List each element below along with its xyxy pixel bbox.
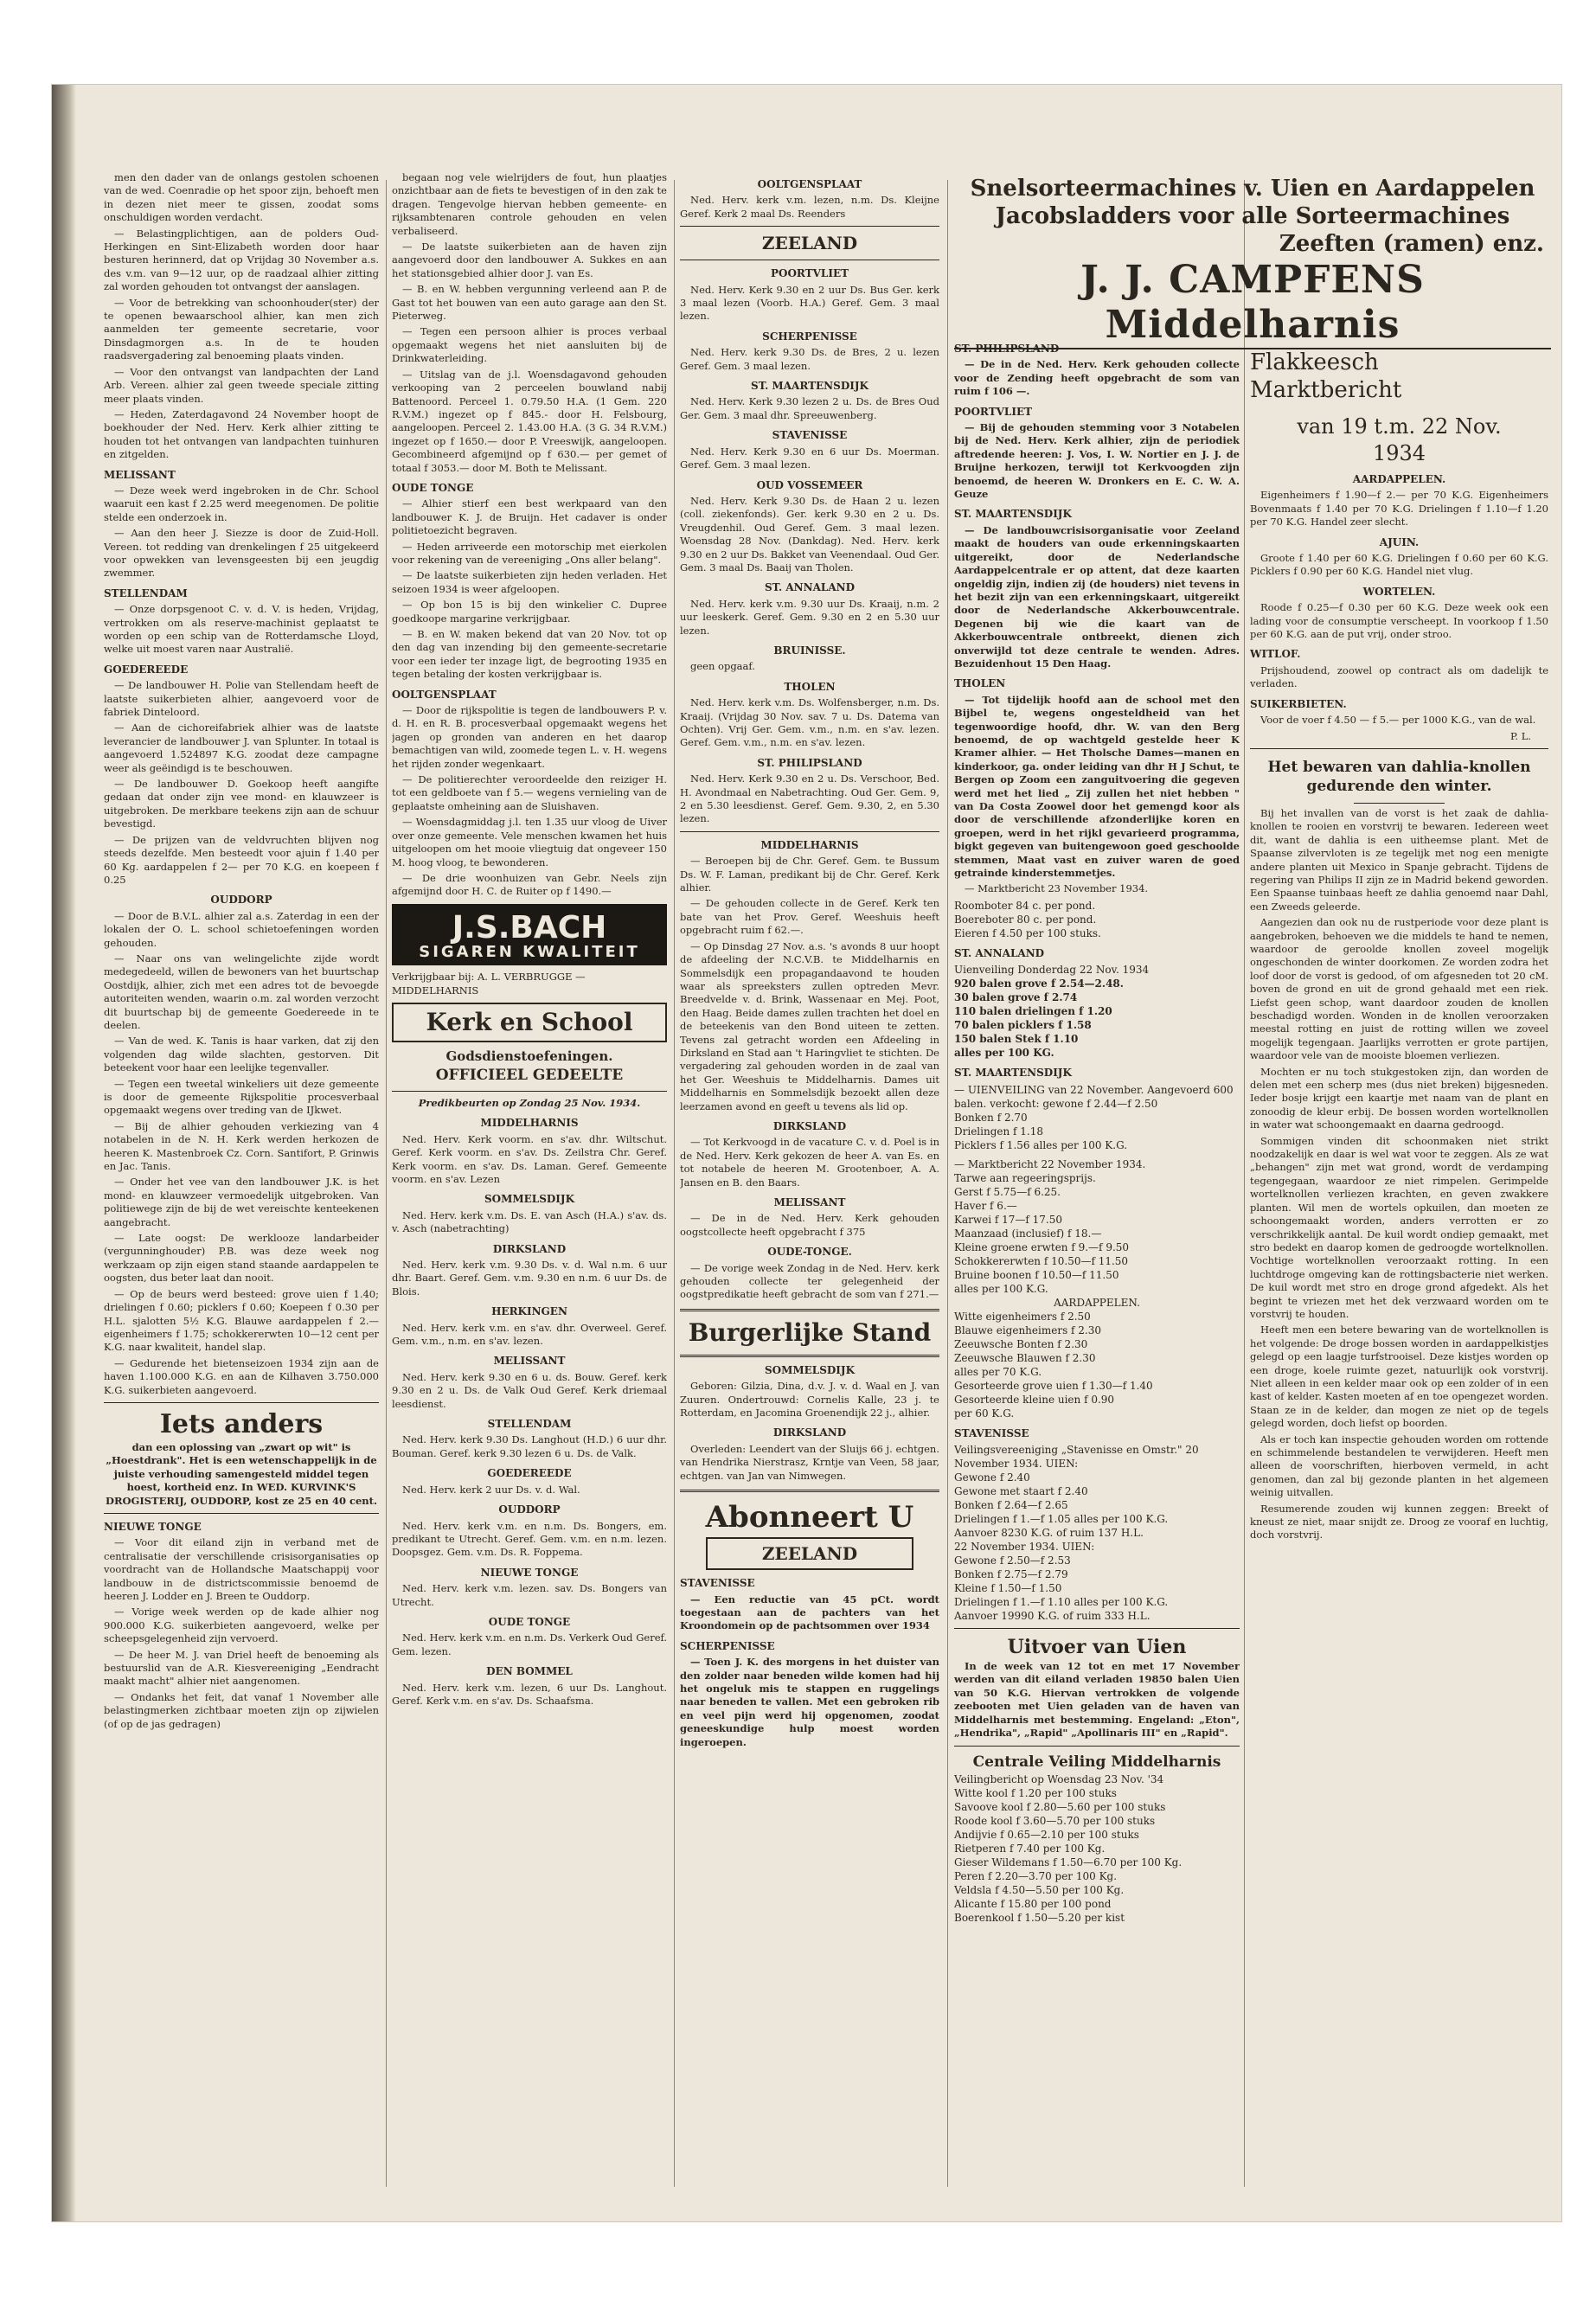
ajuin-text: Groote f 1.40 per 60 K.G. Drielingen f 0.60 per 60 K.G. Picklers f 0.90 per 60 K.G. Handel niet vlug.	[1250, 552, 1548, 578]
divider	[1250, 748, 1548, 749]
section-head-st-maartensdijk: ST. MAARTENSDIJK	[954, 508, 1072, 521]
price-line: Drielingen f 1.—f 1.10 alles per 100 K.G.	[954, 1596, 1169, 1609]
church-place-name: SCHERPENISSE	[762, 330, 857, 343]
article-paragraph: men den dader van de onlangs gestolen schoenen van de wed. Coenradie op het spoor zijn, behoeft men in dezen niet meer te gissen, zoodat soms onschuldigen worden verdacht.	[104, 171, 379, 224]
melissant-articles	[104, 484, 379, 580]
divider	[104, 1402, 379, 1403]
section-head-sommelsdijk: SOMMELSDIJK	[764, 1363, 856, 1376]
section-head-dirksland: DIRKSLAND	[772, 1119, 847, 1132]
st-maartensdijk-article: — De landbouwcrisisorganisatie voor Zeeland maakt de houders van oude erkenningskaarten uitgereikt, door de Nederlandsche Aardappelcentrale er op attent, dat deze kaarten ongeldig zijn, indien zij (de houders) niet tevens in het bezit zijn van een erkenningskaart, uitgereikt door de Nederlandsche Akkerbouwcentrale. Degenen bij wie die kaart van de Akkerbouwcentrale ontbreekt, dienen zich onverwijld tot deze centrale te wenden. Adres. Bezuidenhout 15 Den Haag.	[954, 523, 1240, 670]
church-place-name: OUDE TONGE	[488, 1615, 571, 1628]
article-paragraph: — De landbouwer H. Polie van Stellendam heeft de laatste suikerbieten alhier, aangevoerd voor de fabriek Dinteloord.	[104, 679, 379, 719]
church-place-name: THOLEN	[784, 680, 836, 693]
price-line: Zeeuwsche Blauwen f 2.30	[954, 1351, 1096, 1364]
church-service-text: Ned. Herv. kerk v.m. 9.30 uur Ds. Kraaij, n.m. 2 uur leeskerk. Geref. Gem. 9.30 en 2 en 5.30 uur lezen.	[680, 597, 939, 637]
nieuwe-tonge-articles	[104, 1536, 379, 1731]
section-head-st-maartensdijk-2: ST. MAARTENSDIJK	[954, 1067, 1072, 1080]
church-service-text: Ned. Herv. kerk 9.30 en 6 u. ds. Bouw. Geref. kerk 9.30 en 2 u. Ds. de Valk Oud Geref. Kerk driemaal leesdienst.	[392, 1370, 667, 1410]
price-line: Kleine f 1.50—f 1.50	[954, 1582, 1062, 1595]
price-line: Andijvie f 0.65—2.10 per 100 stuks	[954, 1828, 1139, 1841]
markt-heading-1: Flakkeesch	[1250, 349, 1379, 375]
price-line: Blauwe eigenheimers f 2.30	[954, 1324, 1102, 1336]
tholen-prices	[954, 899, 1240, 940]
price-line: Witte eigenheimers f 2.50	[954, 1310, 1091, 1323]
article-paragraph: — Van de wed. K. Tanis is haar varken, dat zij den volgenden dag wilde slachten, gestorven. Dit beteekent voor haar een leelijke tegenvaller.	[104, 1035, 379, 1074]
aardappelen-text: Eigenheimers f 1.90—f 2.— per 70 K.G. Eigenheimers Bovenmaats f 1.40 per 70 K.G. Drielingen f 1.10—f 1.20 per 70 K.G. Handel zeer slecht.	[1250, 489, 1548, 529]
markt-heading-2: Marktbericht	[1250, 377, 1402, 403]
price-line: Veldsla f 4.50—5.50 per 100 Kg.	[954, 1883, 1125, 1896]
article-paragraph: — Heden arriveerde een motorschip met eierkolen voor rekening van de vereeniging „Ons aller belang".	[392, 540, 667, 566]
article-paragraph: — Onze dorpsgenoot C. v. d. V. is heden, Vrijdag, vertrokken om als reserve-machinist geplaatst te worden op een schip van de Rotterdamsche Lloyd, welke uit moest varen naar Australië.	[104, 603, 379, 656]
article-paragraph: — De laatste suikerbieten zijn heden verladen. Het seizoen 1934 is weer afgeloopen.	[392, 569, 667, 595]
article-paragraph: — Tegen een persoon alhier is proces verbaal opgemaakt wegens het niet aansluiten bij de Drinkwaterleiding.	[392, 325, 667, 365]
article-paragraph: — De gehouden collecte in de Geref. Kerk ten bate van het Prov. Geref. Weeshuis heeft opgebracht ruim f 62.—.	[680, 897, 939, 937]
price-line: Boerenkool f 1.50—5.20 per kist	[954, 1911, 1125, 1924]
price-line: Gesorteerde grove uien f 1.30—f 1.40	[954, 1379, 1153, 1392]
section-head-stellendam: STELLENDAM	[104, 586, 188, 599]
tholen-article: — Tot tijdelijk hoofd aan de school met den Bijbel te, wegens ongesteldheid van het tegenwoordige hoofd, dhr. W. van den Berg benoemd, de op wachtgeld gestelde heer K Kramer alhier. — Het Tholsche Dames—manen en kinderkoor, ga. onder leiding van dhr H J Schut, te Bergen op Zoom een zanguitvoering die gegeven werd met het lied „ Zij zullen het niet hebben " van Da Costa Zoowel door het gemengd koor als door de verschillende afzonderlijke koren en groepen, werd in het rijkl gevarieerd programma, bigkt gegeven van buitengewoon goed geschoolde stemmen, Maat vast en zuiver waren de goed getrainde kinderstemmetjes.	[954, 693, 1240, 880]
church-place-name: POORTVLIET	[770, 267, 849, 280]
column-5	[1250, 349, 1548, 2208]
market-prices-2	[954, 1185, 1240, 1296]
article-paragraph: — De landbouwer D. Goekoop heeft aangifte gedaan dat onder zijn vee mond- en klauwzeer is uitgebroken. De merkbare teekens zijn aan de schuur bevestigd.	[104, 778, 379, 830]
church-place-name: HERKINGEN	[491, 1305, 567, 1318]
centrale-veiling-prices	[954, 1786, 1240, 1925]
market-sub-2: Tarwe aan regeeringsprijs.	[954, 1171, 1096, 1184]
ad-line-1: Snelsorteermachines v. Uien en Aardappelen	[970, 176, 1535, 202]
section-head-witlof: WITLOF.	[1250, 648, 1301, 661]
st-annaland-prices	[954, 977, 1240, 1060]
section-head-goedereede: GOEDEREEDE	[104, 663, 189, 676]
section-head-ouddorp: OUDDORP	[210, 894, 272, 907]
column-3	[680, 171, 939, 2213]
church-place-name: DEN BOMMEL	[486, 1665, 573, 1678]
dahlia-heading: Het bewaren van dahlia-knollen gedurende den winter.	[1267, 758, 1531, 795]
church-service-text: Ned. Herv. kerk v.m. en s'av. dhr. Overweel. Geref. Gem. v.m., n.m. en s'av. lezen.	[392, 1321, 667, 1348]
article-paragraph: — Onder het vee van den landbouwer J.K. is het mond- en klauwzeer vermoedelijk uitgebroken. Van politiewege zijn de bij de wet vereischte kenteekenen aangebracht.	[104, 1176, 379, 1228]
article-paragraph: — Alhier stierf een best werkpaard van den landbouwer K. J. de Bruijn. Het cadaver is onder politietoezicht begraven.	[392, 497, 667, 537]
price-line: Roode kool f 3.60—5.70 per 100 stuks	[954, 1814, 1156, 1827]
section-head-nieuwe-tonge: NIEUWE TONGE	[104, 1520, 202, 1533]
price-line: Karwei f 17—f 17.50	[954, 1213, 1063, 1226]
section-head-melissant: MELISSANT	[773, 1196, 846, 1208]
price-line: 110 balen drielingen f 1.20	[954, 1005, 1112, 1018]
scherpenisse-article: — Toen J. K. des morgens in het duister van den zolder naar beneden wilde komen had hij het ongeluk mis te stappen en ruggelings naar beneden te vallen. Met een gebroken rib en veel pijn werd hij opgenomen, zoodat geneeskundige hulp moest worden ingeroepen.	[680, 1656, 939, 1748]
article-paragraph: — De vorige week Zondag in de Ned. Herv. kerk gehouden collecte ter gelegenheid der oogstpredikatie heeft gebracht de som van f 271.—	[680, 1261, 939, 1301]
section-head-stavenisse: STAVENISSE	[954, 1426, 1029, 1439]
bach-seller: Verkrijgbaar bij: A. L. VERBRUGGE — MIDDELHARNIS	[392, 971, 586, 997]
church-place-name: ST. MAARTENSDIJK	[751, 380, 869, 393]
church-place-name: OUDDORP	[498, 1503, 561, 1516]
article-paragraph: — De drie woonhuizen van Gebr. Neels zijn afgemijnd door H. C. de Ruiter op f 1490.—	[392, 871, 667, 898]
divider	[954, 1746, 1240, 1747]
price-line: Gerst f 5.75—f 6.25.	[954, 1185, 1061, 1198]
article-paragraph: — B. en W. maken bekend dat van 20 Nov. tot op den dag van inzending bij den gemeente-secretarie voor een ieder ter inzage ligt, de begrooting 1935 en tegen betaling der kosten verkrijgbaar is.	[392, 628, 667, 681]
price-line: Picklers f 1.56 alles per 100 K.G.	[954, 1138, 1128, 1151]
price-line: Drielingen f 1.18	[954, 1125, 1044, 1138]
church-place-name: NIEUWE TONGE	[480, 1566, 579, 1579]
burgerlijke-stand-heading: Burgerlijke Stand	[688, 1317, 932, 1347]
godsdienst-heading: Godsdienstoefeningen.	[445, 1048, 613, 1064]
ad-line-3: Zeeften (ramen) enz.	[1279, 231, 1544, 257]
price-line: Bonken f 2.75—f 2.79	[954, 1568, 1068, 1581]
article-paragraph: — Tot Kerkvoogd in de vacature C. v. d. Poel is in de Ned. Herv. Kerk gekozen de heer A. van Es. en tot notabele de heeren M. Grootenboer, A. A. Jansen en B. den Baars.	[680, 1136, 939, 1189]
price-line: Zeeuwsche Bonten f 2.30	[954, 1337, 1088, 1350]
article-paragraph: — Door de B.V.L. alhier zal a.s. Zaterdag in een der lokalen der O. L. school schietoefeningen worden gehouden.	[104, 909, 379, 949]
article-paragraph: — Late oogst: De werklooze landarbeider (vergunninghouder) P.B. was deze week nog werkzaam op zijn eigen stand staande aardappelen te oogsten, dus beter laat dan nooit.	[104, 1232, 379, 1285]
column-rule	[947, 180, 948, 2187]
section-head-suikerbieten: SUIKERBIETEN.	[1250, 697, 1347, 710]
ad-firm-name: J. J. CAMPFENS Middelharnis	[1080, 258, 1425, 347]
section-head-poortvliet: POORTVLIET	[954, 405, 1033, 418]
church-service-text: Ned. Herv. Kerk 9.30 en 2 u. Ds. Verschoor, Bed. H. Avondmaal en Nabetrachting. Oud Ger. Gem. 9, 2 en 5.30 leesdienst. Geref. Gem. 9.30, 2, en 5.30 lezen.	[680, 772, 939, 825]
oude-tonge-articles	[680, 1262, 939, 1302]
church-place-name: OOLTGENSPLAAT	[757, 178, 862, 190]
price-line: Bonken f 2.64—f 2.65	[954, 1499, 1068, 1512]
ad-headline: Iets anders	[159, 1408, 324, 1439]
divider	[680, 1309, 939, 1311]
divider	[1354, 803, 1445, 804]
price-line: Drielingen f 1.—f 1.05 alles per 100 K.G.	[954, 1513, 1169, 1526]
market-date-2: — Marktbericht 22 November 1934.	[954, 1157, 1146, 1170]
price-line: Gewone f 2.40	[954, 1471, 1030, 1484]
church-service-text: Ned. Herv. kerk 9.30 Ds. de Bres, 2 u. lezen Geref. Gem. 3 maal lezen.	[680, 346, 939, 372]
goedereede-articles	[104, 679, 379, 887]
price-line: Haver f 6.—	[954, 1199, 1017, 1212]
uitvoer-heading: Uitvoer van Uien	[1007, 1636, 1187, 1659]
column-4	[954, 336, 1240, 2213]
article-paragraph: — Voor de betrekking van schoonhouder(ster) der te openen bewaarschool alhier, kan men zich aanmelden ter gemeente secretarie, voor Dinsdagmorgen a.s. In de te houden raadsvergadering zal benoeming plaats vinden.	[104, 296, 379, 362]
centrale-veiling-heading: Centrale Veiling Middelharnis	[972, 1753, 1221, 1771]
church-service-text: Ned. Herv. kerk v.m. lezen, 6 uur Ds. Langhout. Geref. Kerk v.m. en s'av. Ds. Schaafsma.	[392, 1681, 667, 1707]
church-service-text: Ned. Herv. kerk v.m. Ds. E. van Asch (H.A.) s'av. ds. v. Asch (nabetrachting)	[392, 1208, 667, 1235]
wortelen-text: Roode f 0.25—f 0.30 per 60 K.G. Deze week ook een lading voor de consumptie verscheept. In voorkoop f 1.50 per 60 K.G. aan de put vrij, onder stroo.	[1250, 601, 1548, 641]
section-head-ajuin: AJUIN.	[1379, 535, 1420, 548]
church-service-text: Ned. Herv. Kerk 9.30 en 6 uur Ds. Moerman. Geref. Gem. 3 maal lezen.	[680, 445, 939, 471]
dirksland-articles	[680, 1136, 939, 1189]
article-paragraph: — Uitslag van de j.l. Woensdagavond gehouden verkooping van 2 perceelen bouwland nabij Battenoord. Perceel 1. 0.79.50 H.A. (1 Gem. 220 R.V.M.) ingezet op f 845.- door H. Felsbourg, aangeloopen. Perceel 2. 1.43.00 H.A. (3 G. 34 R.V.M.) ingezet op f 1650.— door P. Vreeswijk, aangeloopen. Gecombineerd afgemijnd op f 630.— per gemet of totaal f 3053.— door M. Both te Melissant.	[392, 368, 667, 474]
church-service-text: Ned. Herv. kerk 9.30 Ds. Langhout (H.D.) 6 uur dhr. Bouman. Geref. kerk 9.30 lezen 6 u. Ds. de Valk.	[392, 1433, 667, 1459]
church-service-text: Ned. Herv. kerk v.m. lezen, n.m. Ds. Kleijne Geref. Kerk 2 maal Ds. Reenders	[680, 194, 939, 220]
article-paragraph: Sommigen vinden dit schoonmaken niet strikt noodzakelijk en daar is wel wat voor te zeggen. Als ze wat „behangen" zijn met wat grond, wordt de verdamping tegengegaan, waardoor ze niet rimpelen. Gerimpelde wortelknollen verliezen krachten, en geven zwakkere planten. Wil men de wortels opkuilen, dan moeten ze schoongemaakt worden, anders verrotten er zo verschrikkelijk aantal. De kuil wordt ondiep gemaakt, met stro bedekt en daarop komen de gedroogde wortelknollen. Vochtige wortelknollen veroorzaakt rotting. In een luchtdroge omgeving kan de rottingsbacterie niet werken. De kuil wordt met stro en droge grond afgedekt. Als het begint te vriezen met het dek verzwaard worden om te vorstvrij te houden.	[1250, 1134, 1548, 1320]
stavenisse-prices	[954, 1471, 1240, 1623]
church-place-name: ST. ANNALAND	[764, 581, 856, 594]
article-paragraph: Resumerende zouden wij kunnen zeggen: Breekt of kneust ze niet, maar snijdt ze. Droog ze vooraf en luchtig, doch vorstvrij.	[1250, 1502, 1548, 1541]
oude-tonge-articles	[392, 497, 667, 681]
article-paragraph: — De in de Ned. Herv. Kerk gehouden oogstcollecte heeft opgebracht f 375	[680, 1212, 939, 1238]
intro-articles	[392, 171, 667, 475]
church-place-name: SOMMELSDIJK	[484, 1193, 575, 1206]
price-line: per 60 K.G.	[954, 1407, 1015, 1420]
article-paragraph: Als er toch kan inspectie gehouden worden om rottende en schimmelende bestandelen te verwijderen. Heeft men alleen de voorschriften, hierboven vermeld, in acht genomen, dan zal bij gezonde planten in het algemeen weinig uitvallen.	[1250, 1433, 1548, 1499]
price-line: Bonken f 2.70	[954, 1111, 1028, 1124]
price-line: alles per 100 KG.	[954, 1047, 1054, 1060]
price-line: 30 balen grove f 2.74	[954, 991, 1078, 1004]
church-place-name: STELLENDAM	[487, 1418, 572, 1431]
melissant-articles	[680, 1212, 939, 1239]
price-line: Schokkererwten f 10.50—f 11.50	[954, 1254, 1129, 1267]
stavenisse-veiling: Veilingsvereeniging „Stavenisse en Omstr." 20 November 1934. UIEN:	[954, 1444, 1199, 1471]
divider	[680, 226, 939, 227]
price-line: Rietperen f 7.40 per 100 Kg.	[954, 1842, 1106, 1855]
church-service-text: geen opgaaf.	[690, 660, 755, 673]
column-1	[104, 171, 379, 2213]
price-line: Peren f 2.20—3.70 per 100 Kg.	[954, 1869, 1118, 1882]
bach-brand: J.S.BACH	[452, 909, 607, 945]
price-line: Gewone f 2.50—f 2.53	[954, 1554, 1071, 1567]
section-head-oude-tonge: OUDE-TONGE.	[767, 1246, 852, 1259]
church-place-name: STAVENISSE	[772, 429, 848, 442]
divider	[954, 1628, 1240, 1629]
dirksland-register: Overleden: Leendert van der Sluijs 66 j. echtgen. van Hendrika Nierstrasz, Krntje van Veen, 58 jaar, echtgen. van Jan van Nimwegen.	[680, 1442, 939, 1482]
bach-tagline: SIGAREN KWALITEIT	[419, 942, 640, 961]
st-annaland-sub: Uienveiling Donderdag 22 Nov. 1934	[954, 964, 1150, 977]
price-line: 22 November 1934. UIEN:	[954, 1541, 1095, 1554]
newspaper-page	[52, 85, 1561, 2221]
ad-body: dan een oplossing van „zwart op wit" is „Hoestdrank". Het is een wetenschappelijk in de juiste verhouding samengesteld middel tegen hoest, kortheid enz. In WED. KURVINK'S DROGISTERIJ, OUDDORP, kost ze 25 en 40 cent.	[105, 1440, 377, 1507]
divider	[680, 831, 939, 832]
ooltgensplaat-articles	[392, 704, 667, 899]
kerk-en-school-masthead	[392, 1003, 667, 1042]
kerk-en-school-title: Kerk en School	[426, 1007, 633, 1036]
church-place-name: MELISSANT	[493, 1355, 566, 1368]
abonneert-heading: Abonneert U	[705, 1500, 914, 1535]
price-line: 70 balen picklers f 1.58	[954, 1019, 1092, 1032]
column-rule	[1244, 180, 1245, 2187]
article-paragraph: begaan nog vele wielrijders de fout, hun plaatjes onzichtbaar aan de fiets te bevestigen of in den zak te dragen. Tengevolge hiervan hebben gemeente- en rijksambtenaren controle gehouden en velen verbaliseerd.	[392, 171, 667, 237]
church-service-text: Ned. Herv. kerk v.m. en n.m. Ds. Verkerk Oud Geref. Gem. lezen.	[392, 1631, 667, 1657]
price-line: Eieren f 4.50 per 100 stuks.	[954, 926, 1101, 939]
price-line: Savoove kool f 2.80—5.60 per 100 stuks	[954, 1800, 1166, 1813]
article-paragraph: — Aan de cichoreifabriek alhier was de laatste leverancier de landbouwer J. van Splunter. In totaal is aangevoerd 1.524897 K.G. zoodat deze campagne weer als geëindigd is te beschouwen.	[104, 721, 379, 774]
church-service-text: Ned. Herv. Kerk 9.30 Ds. de Haan 2 u. lezen (coll. ziekenfonds). Ger. kerk 9.30 en 2 u. Ds. Vreugdenhil. Oud Geref. Gem. 3 maal lezen. Woensdag 28 Nov. (Dankdag). Ned. Herv. kerk 9.30 en 2 uur Ds. Bakket van Veenendaal. Oud Ger. Gem. 3 maal Ds. Baaij van Tholen.	[680, 494, 939, 574]
church-service-text: Ned. Herv. kerk v.m. lezen. sav. Ds. Bongers van Utrecht.	[392, 1582, 667, 1608]
church-place-name: OUD VOSSEMEER	[756, 478, 863, 491]
bach-cigar-advertisement	[392, 904, 667, 965]
centrale-veiling-sub: Veilingbericht op Woensdag 23 Nov. '34	[954, 1772, 1164, 1785]
church-service-text: Ned. Herv. kerk 2 uur Ds. v. d. Wal.	[402, 1483, 580, 1496]
signature: P. L.	[1509, 729, 1531, 742]
article-paragraph: Heeft men een betere bewaring van de wortelknollen is het volgende: De droge bossen worden in aardappelkistjes gelegd op een laagje turfstrooisel. Deze kistjes worden op een droge, koele ruimte gezet, natuurlijk ook vorstvrij. Niet alleen in een kelder maar ook op een zolder of in een kast of kelder. Kasten moeten af en toe opengezet worden. Staan ze in de kelder, dan mogen ze niet op de tegels gelegd worden, doch liefst op boorden.	[1250, 1324, 1548, 1430]
price-line: Kleine groene erwten f 9.—f 9.50	[954, 1240, 1130, 1253]
suikerbieten-text: Voor de voer f 4.50 — f 5.— per 1000 K.G., van de wal.	[1260, 714, 1536, 727]
church-services-b	[680, 267, 939, 826]
church-place-name: DIRKSLAND	[492, 1242, 567, 1255]
section-head-oude-tonge: OUDE TONGE	[392, 481, 474, 494]
article-paragraph: — De prijzen van de veldvruchten blijven nog steeds dezelfde. Men besteedt voor ajuin f 1.40 per 60 Kg. aardappelen f 2— per 70 K.G. en koepeen f 0.25	[104, 833, 379, 886]
ad-line-2: Jacobsladders voor alle Sorteermachines	[995, 203, 1510, 229]
section-head-st-philipsland: ST. PHILIPSLAND	[954, 343, 1060, 355]
section-head-ooltgensplaat: OOLTGENSPLAAT	[392, 688, 497, 701]
article-paragraph: — Tegen een tweetal winkeliers uit deze gemeente is door de gemeente Rijkspolitie procesverbaal opgemaakt wegens over treding van de IJkwet.	[104, 1077, 379, 1117]
price-line: 920 balen grove f 2.54—2.48.	[954, 977, 1124, 990]
church-service-text: Ned. Herv. kerk v.m. Ds. Wolfensberger, n.m. Ds. Kraaij. (Vrijdag 30 Nov. sav. 7 u. Ds. Datema van Ochten). Vrij Ger. Gem. v.m., n.m. en s'av. lezen. Geref. Gem. v.m., n.m. en s'av. lezen.	[680, 696, 939, 749]
article-paragraph: — Bij de alhier gehouden verkiezing van 4 notabelen in de N. H. Kerk werden herkozen de heeren K. Mastenbroek Cz. Corn. Santifort, P. Grinwis en Jac. Tanis.	[104, 1119, 379, 1173]
price-line: Aanvoer 19990 K.G. of ruim 333 H.L.	[954, 1610, 1151, 1623]
article-paragraph: — Ondanks het feit, dat vanaf 1 November alle belastingmerken zichtbaar moeten zijn op zijwielen (of op de jas gedragen)	[104, 1690, 379, 1730]
zeeland-box	[706, 1537, 913, 1570]
church-services	[392, 1117, 667, 1708]
st-maartensdijk-prices	[954, 1111, 1240, 1152]
article-paragraph: — Voor den ontvangst van landpachten der Land Arb. Vereen. alhier zal geen tweede speciale zitting meer plaats vinden.	[104, 365, 379, 405]
officieel-heading: OFFICIEEL GEDEELTE	[435, 1066, 624, 1084]
markt-year: 1934	[1372, 441, 1426, 465]
article-paragraph: — Op de beurs werd besteed: grove uien f 1.40; drielingen f 0.60; picklers f 0.60; Koepeen f 0.30 per H.L. sjalotten 5½ K.G. Blauwe aardappelen f 2.— eigenheimers f 1.75; schokkererwten 10—12 cent per K.G. naar kwaliteit, handel slap.	[104, 1287, 379, 1354]
price-line: Maanzaad (inclusief) f 18.—	[954, 1227, 1102, 1240]
article-paragraph: — De laatste suikerbieten aan de haven zijn aangevoerd door den landbouwer A. Sukkes en aan het stationsgebied alhier door J. van Es.	[392, 240, 667, 279]
zeeland-box-title: ZEELAND	[761, 1543, 858, 1565]
church-service-text: Ned. Herv. Kerk 9.30 lezen 2 u. Ds. de Bres Oud Ger. Gem. 3 maal dhr. Spreeuwenberg.	[680, 395, 939, 421]
section-head-dirksland: DIRKSLAND	[772, 1426, 847, 1439]
witlof-text: Prijshoudend, zoowel op contract als om dadelijk te verladen.	[1250, 663, 1548, 690]
price-line: Aanvoer 8230 K.G. of ruim 137 H.L.	[954, 1527, 1144, 1540]
church-service-text: Ned. Herv. kerk v.m. 9.30 Ds. v. d. Wal n.m. 6 uur dhr. Baart. Geref. Gem. v.m. 9.30 en n.m. 6 uur Ds. de Blois.	[392, 1259, 667, 1298]
aardappelen-prices	[954, 1310, 1240, 1420]
section-head-wortelen: WORTELEN.	[1362, 585, 1436, 598]
section-head-scherpenisse: SCHERPENISSE	[680, 1639, 775, 1652]
article-paragraph: — Naar ons van welingelichte zijde wordt medegedeeld, willen de bewoners van het buurtschap Oostdijk, alhier, zich met een adres tot de bevoegde autoriteiten wenden, waarin o.m. zal worden verzocht dit buurtschap bij de gemeente Goedereede in te deelen.	[104, 952, 379, 1031]
ouddorp-articles	[104, 910, 379, 1397]
sommelsdijk-register: Geboren: Gilzia, Dina, d.v. J. v. d. Waal en J. van Zuuren. Ondertrouwd: Cornelis Kalle, 23 j. te Rotterdam, en Jacomina Groenendijk 22 j., alhier.	[680, 1380, 939, 1420]
stavenisse-article: — Een reductie van 45 pCt. wordt toegestaan aan de pachters van het Kroondomein op de pachtsommen over 1934	[680, 1593, 939, 1632]
price-line: 150 balen Stek f 1.10	[954, 1033, 1079, 1046]
section-head-middelharnis: MIDDELHARNIS	[760, 838, 859, 851]
church-place-name: MIDDELHARNIS	[480, 1117, 579, 1130]
article-paragraph: — Heden, Zaterdagavond 24 November hoopt de boekhouder der Ned. Herv. Kerk alhier zitting te houden tot het ontvangen van landpachten tuinhuren en zitgelden.	[104, 407, 379, 461]
divider	[104, 1513, 379, 1514]
church-place-name: BRUINISSE.	[773, 644, 846, 657]
price-line: Boereboter 80 c. per pond.	[954, 913, 1097, 926]
middelharnis-articles	[680, 855, 939, 1113]
aardappelen-heading: AARDAPPELEN.	[1054, 1296, 1140, 1309]
st-philipsland-article: — De in de Ned. Herv. Kerk gehouden collecte voor de Zending heeft opgebracht de som van ruim f 106 —.	[954, 358, 1240, 398]
price-line: Alicante f 15.80 per 100 pond	[954, 1897, 1112, 1910]
church-place-name: ST. PHILIPSLAND	[757, 756, 862, 769]
dahlia-articles	[1250, 807, 1548, 1542]
column-2	[392, 171, 667, 2213]
price-line: Roomboter 84 c. per pond.	[954, 899, 1096, 912]
article-paragraph: — Beroepen bij de Chr. Geref. Gem. te Bussum Ds. W. F. Laman, predikant bij de Chr. Geref. Kerk alhier.	[680, 855, 939, 894]
article-paragraph: — Woensdagmiddag j.l. ten 1.35 uur vloog de Uiver over onze gemeente. Vele menschen kwamen het huis uitgeloopen om het mooie vliegtuig dat ongeveer 150 M. hoog vloog, te bewonderen.	[392, 816, 667, 868]
church-place-name: GOEDEREEDE	[487, 1467, 572, 1480]
section-head-aardappelen: AARDAPPELEN.	[1352, 473, 1446, 485]
price-line: Gesorteerde kleine uien f 0.90	[954, 1393, 1115, 1406]
article-paragraph: Aangezien dan ook nu de rustperiode voor deze plant is aangebroken, behoeven we die middels te hand te nemen, waardoor de geroolde knollen zoveel mogelijk ongeschonden de winter doorkomen. Ze worden zodra het loof door de vorst is gedood, of om afgesneden tot 20 cM. boven de grond en uit de grond gehaald met een riek. Liefst geen schop, want daardoor zouden de knollen beschadigd worden. Wonden in de knollen veroorzaken meestal rotting en juist de rotting willen we zoveel mogelijk tegengaan. Jaarlijks verrotten er grote partijen, waardoor vele van de mooiste bloemen verliezen.	[1250, 916, 1548, 1062]
column-rule	[674, 180, 675, 2187]
article-paragraph: — Gedurende het bietenseizoen 1934 zijn aan de haven 1.100.000 K.G. en aan de Kilhaven 3.750.000 K.G. suikerbieten aangevoerd.	[104, 1356, 379, 1396]
article-paragraph: Bij het invallen van de vorst is het zaak de dahlia-knollen te rooien en vorstvrij te bewaren. Iedereen weet dit, want de dahlia is een uitheemse plant. Met de Spaanse zilvervloten is ze tegelijk met nog een menigte andere planten uit Mexico in Spanje gebracht. Tijdens de regering van Philips II zijn ze in Madrid bekend geworden. Een Spaanse tuinbaas heeft ze dahlia genoemd naar Dahl, een Zweeds geleerde.	[1250, 806, 1548, 913]
section-head-melissant: MELISSANT	[104, 468, 176, 481]
article-paragraph: — Belastingplichtigen, aan de polders Oud-Herkingen en Sint-Elizabeth worden door haar besturen herinnerd, dat op Vrijdag 30 November a.s. des v.m. van 9—12 uur, op de raadzaal alhier zitting zal worden gehouden tot ontvangst der aanslagen.	[104, 227, 379, 293]
st-maartensdijk-veiling: — UIENVEILING van 22 November. Aangevoerd 600 balen. verkocht: gewone f 2.44—f 2.50	[954, 1083, 1234, 1110]
section-head-stavenisse: STAVENISSE	[680, 1577, 755, 1590]
tholen-market-date: — Marktbericht 23 November 1934.	[965, 882, 1149, 895]
article-paragraph: — Vorige week werden op de kade alhier nog 900.000 K.G. suikerbieten aangevoerd, welke per scheepsgelegenheid zijn vervoerd.	[104, 1606, 379, 1645]
intro-articles	[104, 171, 379, 462]
price-line: Gieser Wildemans f 1.50—6.70 per 100 Kg.	[954, 1856, 1183, 1868]
section-head-st-annaland: ST. ANNALAND	[954, 946, 1045, 959]
price-line: Gewone met staart f 2.40	[954, 1485, 1088, 1498]
price-line: Witte kool f 1.20 per 100 stuks	[954, 1786, 1117, 1799]
article-paragraph: — Voor dit eiland zijn in verband met de centralisatie der verschillende crisisorganisaties op voordracht van de Hollandsche Maatschappij voor landbouw in de districtscommissie benoemd de heeren J. Lodder en J. Breen te Ouddorp.	[104, 1536, 379, 1602]
uitvoer-article: In de week van 12 tot en met 17 November werden van dit eiland verladen 19850 balen Uien van 50 K.G. Hiervan vertrokken de volgende zeebooten met Uien geladen van de haven van Middelharnis met bestemming. Engeland: „Eton", „Hendrika", „Rapid" „Apollinaris III" en „Rapid".	[954, 1660, 1240, 1740]
divider	[680, 1490, 939, 1492]
campfens-advertisement	[954, 175, 1551, 349]
poortvliet-article: — Bij de gehouden stemming voor 3 Notabelen bij de Ned. Herv. Kerk alhier, zijn de periodiek aftredende heeren: J. Vos, I. W. Nortier en J. J. de Bruijne herkozen, terwijl tot Kerkvoogden zijn benoemd, de heeren W. Dronkers en E. C. W. A. Geuze	[954, 421, 1240, 501]
price-line: Bruine boonen f 10.50—f 11.50	[954, 1268, 1119, 1281]
church-services-a	[680, 178, 939, 221]
church-service-text: Ned. Herv. Kerk voorm. en s'av. dhr. Wiltschut. Geref. Kerk voorm. en s'av. Ds. Zeilstra Chr. Geref. Kerk voorm. en s'av. Ds. Laman. Geref. Gemeente voorm. en s'av. Lezen	[392, 1132, 667, 1185]
section-head-tholen: THOLEN	[954, 677, 1006, 690]
predikbeurten-date: Predikbeurten op Zondag 25 Nov. 1934.	[418, 1096, 641, 1109]
price-line: alles per 70 K.G.	[954, 1365, 1042, 1378]
divider	[392, 1091, 667, 1092]
article-paragraph: — Op bon 15 is bij den winkelier C. Dupree goedkoope margarine verkrijgbaar.	[392, 599, 667, 625]
article-paragraph: — De politierechter veroordeelde den reiziger H. tot een geldboete van f 5.— wegens vernieling van de geplaatste omheining aan de Sluishaven.	[392, 773, 667, 812]
price-line: alles per 100 K.G.	[954, 1282, 1048, 1295]
article-paragraph: Mochten er nu toch stukgestoken zijn, dan worden de delen met een scherp mes (dus niet breken) bijgesneden. Ieder bosje krijgt een kaartje met naam van de plant en zonoodig de kleur erbij. De bossen worden wortelknollen in water wat schoongemaakt en daarna gedroogd.	[1250, 1065, 1548, 1131]
article-paragraph: — Op Dinsdag 27 Nov. a.s. 's avonds 8 uur hoopt de afdeeling der N.C.V.B. te Middelharnis en Sommelsdijk een propagandaavond te houden waar als spreeksters zullen optreden Mevr. Breedvelde v. d. Brink, Wassenaar en Mej. Poot, den Haag. Beide dames zullen trachten het doel en de beteekenis van den Bond uiteen te zetten. Tevens zal getracht worden een Afdeeling in Dirksland en Stad aan 't Haringvliet te stichten. De vergadering zal gehouden worden in de zaal van het Ger. Weeshuis te Middelharnis. Dames uit Middelharnis en Sommelsdijk bezoekt allen deze leerzamen avond en geeft u tevens als lid op.	[680, 939, 939, 1112]
article-paragraph: — B. en W. hebben vergunning verleend aan P. de Gast tot het bouwen van een auto garage aan den St. Pieterweg.	[392, 283, 667, 323]
column-rule	[386, 180, 387, 2187]
article-paragraph: — Door de rijkspolitie is tegen de landbouwers P. v. d. H. en R. B. procesverbaal opgemaakt wegens het jagen op gronden van anderen en het daarop bemachtigen van wild, zoomede tegen L. v. H. wegens het rijden zonder wegenkaart.	[392, 704, 667, 770]
article-paragraph: — Aan den heer J. Siezze is door de Zuid-Holl. Vereen. tot redding van drenkelingen f 25 uitgekeerd voor opwekken van levensgeesten bij een jeugdig zwemmer.	[104, 527, 379, 580]
binding-spine	[52, 85, 76, 2221]
church-service-text: Ned. Herv. kerk v.m. en n.m. Ds. Bongers, em. predikant te Utrecht. Geref. Gem. v.m. en n.m. lezen. Doopsgez. Gem. v.m. Ds. R. Foppema.	[392, 1519, 667, 1559]
markt-dates: van 19 t.m. 22 Nov.	[1297, 414, 1502, 439]
divider	[680, 1355, 939, 1357]
stellendam-articles	[104, 603, 379, 657]
article-paragraph: — Deze week werd ingebroken in de Chr. School waaruit een kast f 2.25 werd meegenomen. De politie stelde een onderzoek in.	[104, 484, 379, 523]
zeeland-heading: ZEELAND	[761, 233, 858, 254]
church-service-text: Ned. Herv. Kerk 9.30 en 2 uur Ds. Bus Ger. kerk 3 maal lezen (Voorb. H.A.) Geref. Gem. 3 maal lezen.	[680, 283, 939, 323]
article-paragraph: — De heer M. J. van Driel heeft de benoeming als bestuurslid van de A.R. Kiesvereeniging „Eendracht maakt macht" alhier niet aangenomen.	[104, 1648, 379, 1688]
